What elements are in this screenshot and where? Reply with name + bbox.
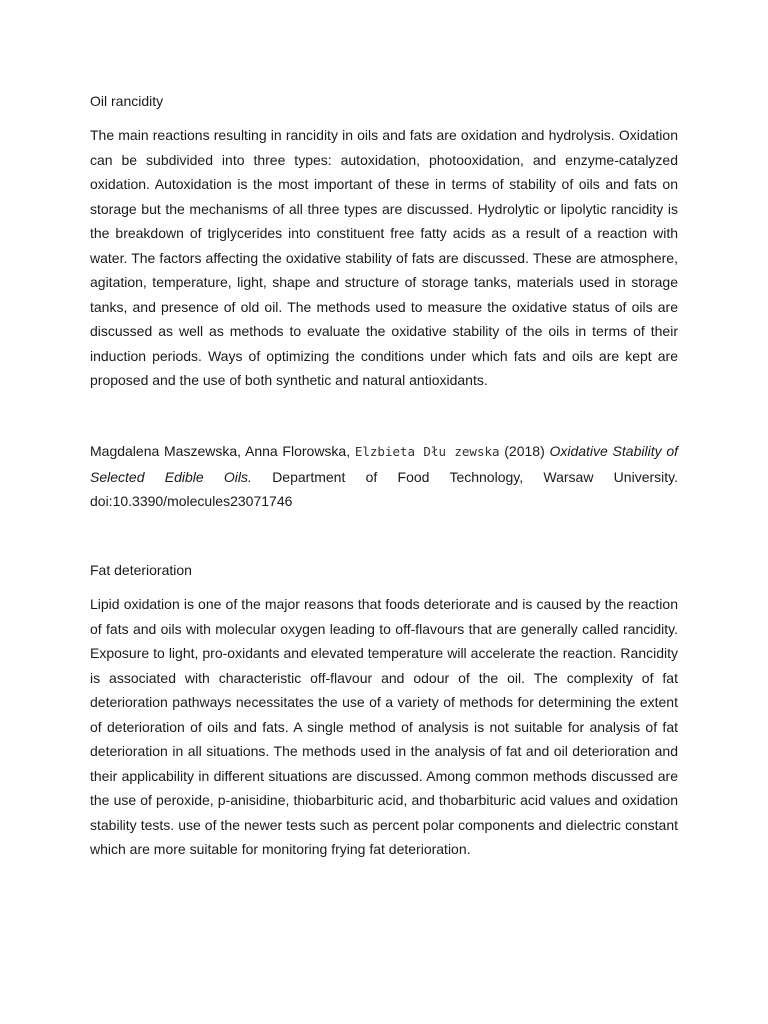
citation-title: Oxidative Stability of Selected Edible Oils. <box>90 443 678 485</box>
citation <box>90 439 678 514</box>
section-body-oil-rancidity: The main reactions resulting in rancidity in oils and fats are oxidation and hydrolysis. Oxidation can be subdivided into three types: autoxidation, photooxidation, and enzyme-catalyzed oxidation. Autoxidation is the most important of these in terms of stability of oils and fats on storage but the mechanisms of all three types are discussed. Hydrolytic or lipolytic rancidity is the breakdown of triglycerides into constituent free fatty acids as a result of a reaction with water. The factors affecting the oxidative stability of fats are discussed. These are atmosphere, agitation, temperature, light, shape and structure of storage tanks, materials used in storage tanks, and presence of old oil. The methods used to measure the oxidative status of oils are discussed as well as methods to evaluate the oxidative stability of the oils in terms of their induction periods. Ways of optimizing the conditions under which fats and oils are kept are proposed and the use of both synthetic and natural antioxidants. <box>90 127 678 388</box>
citation-year: (2018) <box>504 443 545 459</box>
citation-author-third: Elzbieta Dłu zewska <box>354 444 500 459</box>
citation-institution: Department of Food Technology, Warsaw University. <box>272 468 678 485</box>
section-heading-oil-rancidity: Oil rancidity <box>90 93 164 109</box>
section-body-fat-deterioration: Lipid oxidation is one of the major reasons that foods deteriorate and is caused by the reaction of fats and oils with molecular oxygen leading to off-flavours that are generally called rancidity. Exposure to light, pro-oxidants and elevated temperature will accelerate the reaction. Rancidity is associated with characteristic off-flavour and odour of the oil. The complexity of fat deterioration pathways necessitates the use of a variety of methods for determining the extent of deterioration of oils and fats. A single method of analysis is not suitable for analysis of fat deterioration in all situations. The methods used in the analysis of fat and oil deterioration and their applicability in different situations are discussed. Among common methods discussed are the use of peroxide, p-anisidine, thiobarbituric acid, and thobarbituric acid values and oxidation stability tests. use of the newer tests such as percent polar components and dielectric constant which are more suitable for monitoring frying fat deterioration. <box>90 596 678 857</box>
section-heading-fat-deterioration: Fat deterioration <box>90 562 192 578</box>
citation-authors: Magdalena Maszewska, Anna Florowska, <box>90 443 351 459</box>
citation-doi: doi:10.3390/molecules23071746 <box>90 493 293 509</box>
